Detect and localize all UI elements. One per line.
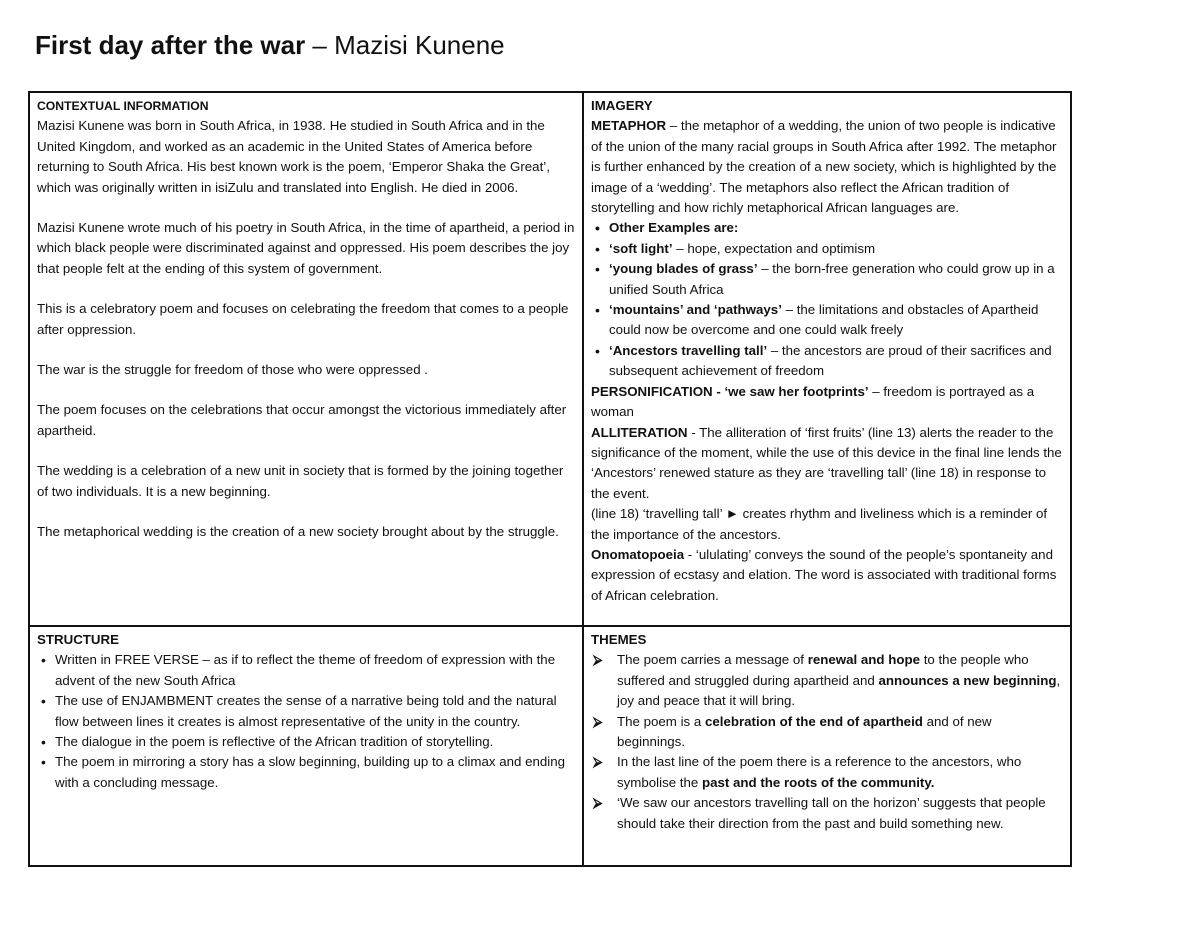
structure-cell [29,626,583,866]
imagery-examples-list [591,218,1063,381]
list-item: • Written in FREE VERSE – as if to reflect the theme of freedom of expression with the advent of the new South Africa [55,650,575,691]
list-item [609,341,1063,382]
list-item [593,712,1063,753]
structure-heading: STRUCTURE [37,632,119,647]
themes-cell [583,626,1071,866]
theme-text: The poem carries a message of [617,652,808,668]
list-item [593,650,1063,711]
context-paragraph: The metaphorical wedding is the creation of a new society brought about by the struggle. [37,524,559,540]
theme-text: In the last line of the poem there is a reference to the ancestors, who symbolise the [617,754,1022,790]
list-item [593,752,1063,793]
example-text: – hope, expectation and optimism [672,240,876,256]
title-poem-name: First day after the war [35,30,306,60]
arrow-bullet-icon: ⮚ [593,713,603,729]
context-paragraph: This is a celebratory poem and focuses on celebrating the freedom that comes to a people after oppression. [37,301,569,337]
themes-heading: THEMES [591,632,647,647]
list-item: • The poem in mirroring a story has a slow beginning, building up to a climax and ending with a concluding message. [55,752,575,793]
context-paragraph: The poem focuses on the celebrations that occur amongst the victorious immediately after apartheid. [37,402,567,438]
onomatopoeia-label: Onomatopoeia [591,546,685,562]
example-term: ‘soft light’ [609,240,673,256]
theme-text: ‘We saw our ancestors travelling tall on the horizon’ suggests that people should take their direction from the past and build something new. [617,795,1046,831]
examples-heading: • Other Examples are: [609,218,1063,238]
theme-text: , joy and peace that it will bring. [617,672,1061,709]
document-title [35,30,505,61]
context-paragraph: The war is the struggle for freedom of those who were oppressed . [37,362,428,378]
example-text: – the born-free generation who could grow up in a unified South Africa [609,261,1055,297]
list-item [609,259,1063,300]
alliteration-label: ALLITERATION [591,424,688,440]
context-paragraph: Mazisi Kunene wrote much of his poetry in South Africa, in the time of apartheid, a period in which black people were discriminated against and oppressed. His poem describes the joy that people felt at the ending of this system of government. [37,220,575,276]
list-item [609,300,1063,341]
personification-label: PERSONIFICATION - [591,383,721,399]
list-item [609,239,1063,259]
arrow-bullet-icon: ⮚ [593,754,603,770]
metaphor-paragraph [591,116,1063,218]
onomatopoeia-text: - ‘ululating’ conveys the sound of the people’s spontaneity and expression of ecstasy and elation. The word is associated with traditional forms of African celebration. [591,546,1057,603]
title-author: – Mazisi Kunene [305,30,505,60]
example-term: ‘Ancestors travelling tall’ [609,342,768,358]
notes-table [28,91,1072,867]
context-paragraph: The wedding is a celebration of a new unit in society that is formed by the joining together of two individuals. It is a new beginning. [37,463,564,499]
imagery-heading: IMAGERY [591,98,653,113]
onomatopoeia-paragraph [591,545,1063,606]
theme-text: and of new beginnings. [617,713,992,750]
theme-emphasis: celebration of the end of apartheid [704,713,923,729]
theme-emphasis: renewal and hope [807,652,920,668]
themes-list [591,650,1063,834]
personification-paragraph [591,382,1063,423]
context-heading: CONTEXTUAL INFORMATION [37,99,209,113]
arrow-bullet-icon: ⮚ [593,652,603,668]
arrow-bullet-icon: ⮚ [593,795,603,811]
structure-list [37,650,575,793]
example-term: ‘mountains’ and ‘pathways’ [609,302,782,318]
theme-text: to the people who suffered and struggled during apartheid and [617,652,1029,688]
list-item: • The use of ENJAMBMENT creates the sense of a narrative being told and the natural flow between lines it creates is almost representative of the unity in the country. [55,691,575,732]
theme-emphasis: past and the roots of the community. [702,774,935,790]
line18-paragraph: (line 18) ‘travelling tall’ ► creates rhythm and liveliness which is a reminder of the importance of the ancestors. [591,506,1048,542]
metaphor-text: – the metaphor of a wedding, the union of two people is indicative of the union of the many racial groups in South Africa after 1992. The metaphor is further enhanced by the creation of a new society, which is highlighted by the image of a ‘wedding’. The metaphors also reflect the African tradition of storytelling and how richly metaphorical African languages are. [591,118,1057,216]
list-item: • The dialogue in the poem is reflective of the African tradition of storytelling. [55,732,575,752]
list-item [593,793,1063,834]
example-text: – the limitations and obstacles of Apartheid could now be overcome and one could walk freely [609,302,1039,338]
context-paragraph: Mazisi Kunene was born in South Africa, in 1938. He studied in South Africa and in the United Kingdom, and worked as an academic in the United States of America before returning to South Africa. His best known work is the poem, ‘Emperor Shaka the Great’, which was originally written in isiZulu and translated into English. He died in 2006. [37,118,550,195]
theme-text: The poem is a [617,713,705,729]
context-cell [29,92,583,626]
personification-text: – freedom is portrayed as a woman [591,383,1035,420]
alliteration-paragraph [591,423,1063,505]
metaphor-label: METAPHOR [591,118,667,134]
example-term: ‘young blades of grass’ [609,261,758,277]
example-text: – the ancestors are proud of their sacrifices and subsequent achievement of freedom [609,342,1052,379]
alliteration-text: - The alliteration of ‘first fruits’ (line 13) alerts the reader to the significance of the moment, while the use of this device in the final line lends the ‘Ancestors’ renewed stature as they are ‘travelling tall’ (line 18) in response to the event. [591,424,1062,501]
imagery-cell [583,92,1071,626]
personification-quote: ‘we saw her footprints’ [720,383,869,399]
theme-emphasis: announces a new beginning [878,672,1057,688]
